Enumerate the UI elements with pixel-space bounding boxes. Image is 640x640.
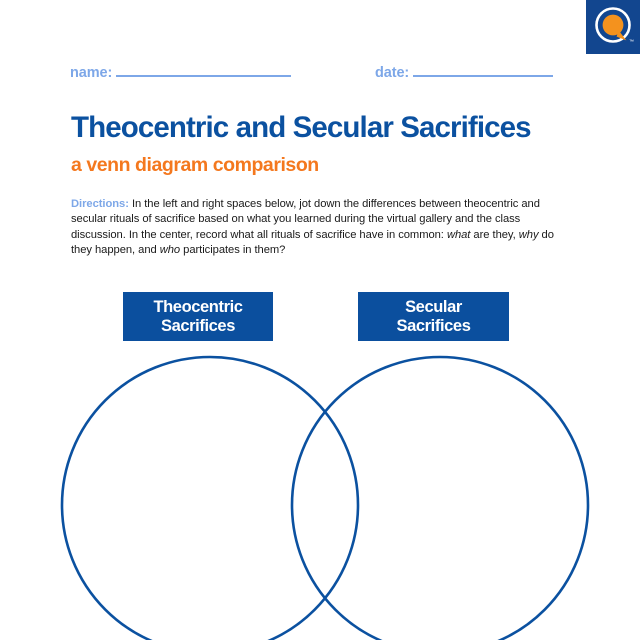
venn-label-secular-line2: Sacrifices <box>396 316 471 335</box>
venn-region-theocentric-writing-area[interactable] <box>78 412 258 612</box>
trademark-mark: ™ <box>629 39 634 45</box>
name-input[interactable] <box>116 62 291 77</box>
page-title: Theocentric and Secular Sacrifices <box>71 111 531 144</box>
directions-emphasis-who: who <box>159 243 181 256</box>
venn-label-theocentric-line2: Sacrifices <box>161 316 235 335</box>
date-input[interactable] <box>413 62 553 77</box>
venn-region-secular-writing-area[interactable] <box>392 412 572 612</box>
directions-text-4: participates in them? <box>180 243 286 256</box>
directions-text-1: In the left and right spaces below, jot down the differences between theocentric and secular rituals of sacrifice based on what you learned during the virtual gallery and the class discussion. In the center, record what all rituals of sacrifice have in common: <box>71 198 540 241</box>
q-speech-bubble-icon <box>586 0 640 54</box>
directions-lead: Directions: <box>71 198 129 210</box>
venn-label-secular <box>358 292 509 341</box>
directions-text-3: do they happen, and <box>71 228 554 256</box>
venn-diagram <box>0 352 640 640</box>
directions-emphasis-why: why <box>518 228 539 241</box>
venn-label-theocentric-line1: Theocentric <box>153 298 243 316</box>
name-label: name: <box>70 65 113 81</box>
name-date-row <box>70 62 570 84</box>
directions-text-2: are they, <box>470 228 519 241</box>
venn-region-overlap-writing-area[interactable] <box>300 432 350 602</box>
venn-diagram-svg <box>0 352 640 640</box>
venn-label-secular-line1: Secular <box>405 298 462 316</box>
directions-emphasis-what: what <box>446 228 471 241</box>
brand-logo <box>586 0 640 54</box>
date-label: date: <box>375 65 410 81</box>
name-field-group <box>70 62 291 81</box>
venn-label-theocentric <box>123 292 273 341</box>
page-subtitle: a venn diagram comparison <box>71 154 319 176</box>
directions-paragraph <box>71 197 563 258</box>
date-field-group <box>375 62 553 81</box>
